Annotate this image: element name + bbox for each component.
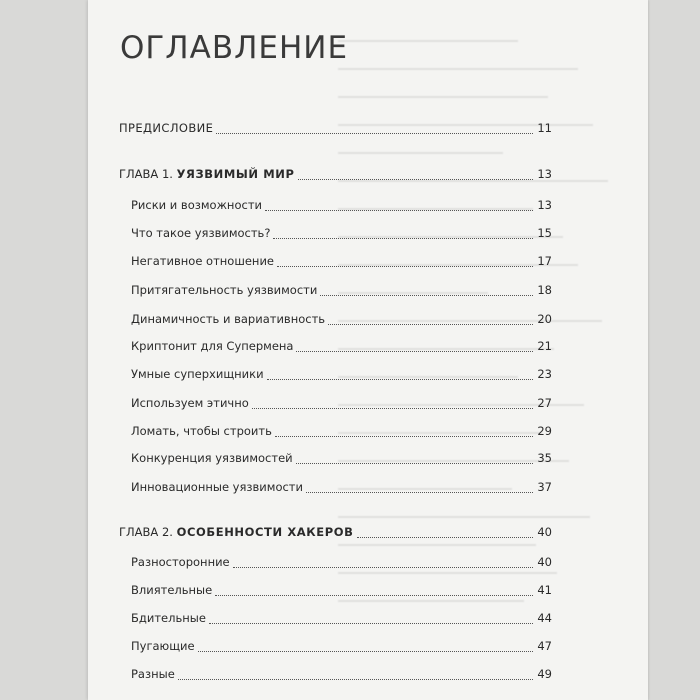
entry-title: Используем этично xyxy=(131,396,249,410)
section-entry[interactable] xyxy=(0,579,700,599)
page-number: 13 xyxy=(537,198,552,212)
page-number: 17 xyxy=(537,254,552,268)
entry-title: Конкуренция уязвимостей xyxy=(131,451,293,465)
chapter-name: ОСОБЕННОСТИ ХАКЕРОВ xyxy=(176,525,354,539)
page-number: 47 xyxy=(537,639,552,653)
page-number: 20 xyxy=(537,312,552,326)
page-number: 27 xyxy=(537,396,552,410)
entry-title: Притягательность уязвимости xyxy=(131,283,318,297)
entry-title: Криптонит для Супермена xyxy=(131,339,294,353)
entry-title: Бдительные xyxy=(131,611,206,625)
dot-leader xyxy=(277,266,533,267)
section-entry[interactable] xyxy=(0,335,700,355)
chapter-number: ГЛАВА 2. xyxy=(119,525,177,539)
section-entry[interactable] xyxy=(0,308,700,328)
page-number: 21 xyxy=(537,339,552,353)
dot-leader xyxy=(273,238,533,239)
page-number: 44 xyxy=(537,611,552,625)
dot-leader xyxy=(298,179,534,180)
entry-title: Пугающие xyxy=(131,639,195,653)
dot-leader xyxy=(216,133,533,134)
page-number: 11 xyxy=(537,121,552,135)
section-entry[interactable] xyxy=(0,194,700,214)
section-entry[interactable] xyxy=(0,635,700,655)
section-entry[interactable] xyxy=(0,222,700,242)
dot-leader xyxy=(215,595,533,596)
page-number: 15 xyxy=(537,226,552,240)
page-title: ОГЛАВЛЕНИЕ xyxy=(120,30,349,66)
chapter-entry[interactable] xyxy=(0,163,700,183)
section-entry[interactable] xyxy=(0,447,700,467)
dot-leader xyxy=(306,492,533,493)
page-number: 40 xyxy=(537,555,552,569)
dot-leader xyxy=(209,623,533,624)
dot-leader xyxy=(267,379,534,380)
dot-leader xyxy=(265,210,533,211)
entry-title: Влиятельные xyxy=(131,583,213,597)
page-number: 41 xyxy=(537,583,552,597)
page-number: 23 xyxy=(537,367,552,381)
page-number: 18 xyxy=(537,283,552,297)
page-number: 29 xyxy=(537,424,552,438)
dot-leader xyxy=(252,408,534,409)
chapter-name: УЯЗВИМЫЙ МИР xyxy=(176,167,295,181)
entry-title: Инновационные уязвимости xyxy=(131,480,303,494)
preface-entry[interactable] xyxy=(0,117,700,137)
section-entry[interactable] xyxy=(0,663,700,683)
chapter-number: ГЛАВА 1. xyxy=(119,167,177,181)
page-number: 13 xyxy=(537,167,552,181)
section-entry[interactable] xyxy=(0,392,700,412)
entry-title: Что такое уязвимость? xyxy=(131,226,271,240)
page-number: 40 xyxy=(537,525,552,539)
dot-leader xyxy=(233,567,534,568)
entry-title: Динамичность и вариативность xyxy=(131,312,326,326)
page-number: 35 xyxy=(537,451,552,465)
chapter-title xyxy=(119,525,354,539)
page-number: 37 xyxy=(537,480,552,494)
section-entry[interactable] xyxy=(0,476,700,496)
entry-title: Умные суперхищники xyxy=(131,367,264,381)
dot-leader xyxy=(198,651,534,652)
page-number: 49 xyxy=(537,667,552,681)
entry-title: Риски и возможности xyxy=(131,198,262,212)
section-entry[interactable] xyxy=(0,250,700,270)
dot-leader xyxy=(178,679,534,680)
section-entry[interactable] xyxy=(0,607,700,627)
entry-title: Разные xyxy=(131,667,175,681)
section-entry[interactable] xyxy=(0,420,700,440)
dot-leader xyxy=(328,324,533,325)
section-entry[interactable] xyxy=(0,279,700,299)
dot-leader xyxy=(357,537,534,538)
chapter-title xyxy=(119,167,295,181)
dot-leader xyxy=(275,436,534,437)
dot-leader xyxy=(296,463,534,464)
dot-leader xyxy=(320,295,533,296)
chapter-entry[interactable] xyxy=(0,521,700,541)
section-entry[interactable] xyxy=(0,551,700,571)
entry-title: Разносторонние xyxy=(131,555,230,569)
entry-title: ПРЕДИСЛОВИЕ xyxy=(119,121,214,135)
entry-title: Ломать, чтобы строить xyxy=(131,424,272,438)
entry-title: Негативное отношение xyxy=(131,254,275,268)
section-entry[interactable] xyxy=(0,363,700,383)
dot-leader xyxy=(296,351,533,352)
